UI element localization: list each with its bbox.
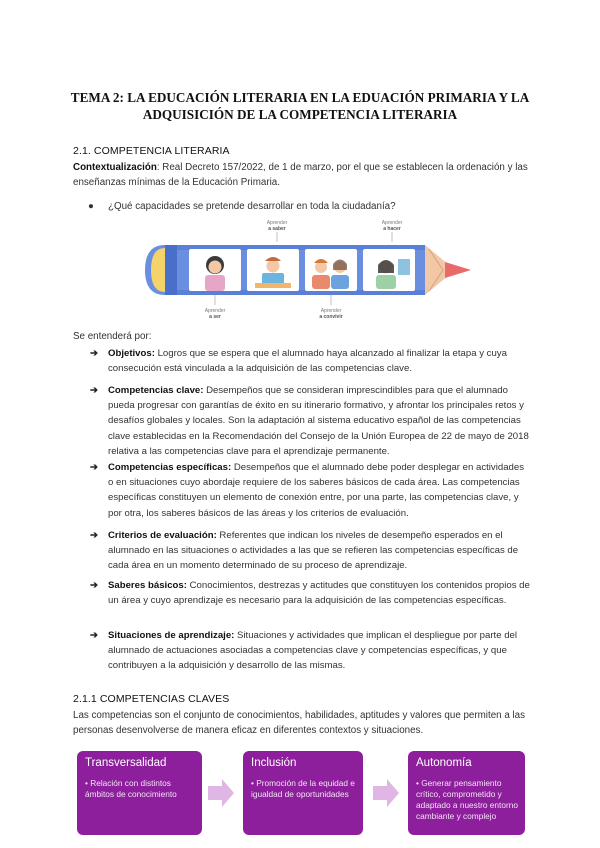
box-title: Autonomía <box>416 757 472 769</box>
box-transversalidad <box>77 751 202 835</box>
label-aprender-a-convivir: Aprender a convivir <box>319 308 343 320</box>
arrow-right-icon: ➔ <box>90 630 99 641</box>
panel-hacer <box>247 249 299 291</box>
arrow-right-icon: ➔ <box>90 462 99 473</box>
pencil-competences-figure <box>143 215 479 325</box>
definition-item <box>90 346 530 376</box>
box-item: • Promoción de la equidad e igualdad de oportunidades <box>251 778 355 799</box>
arrow-right-icon: ➔ <box>90 530 99 541</box>
definition-term: Saberes básicos: <box>108 580 187 591</box>
competencias-paragraph: Las competencias son el conjunto de conocimientos, habilidades, aptitudes y valores que permiten a las personas desenvolverse de manera eficaz en diferentes contextos y situaciones. <box>73 710 526 736</box>
section-heading-competencias-claves: 2.1.1 COMPETENCIAS CLAVES <box>73 693 230 705</box>
document-title: TEMA 2: LA EDUCACIÓN LITERARIA EN LA EDUACIÓN PRIMARIA Y LA ADQUISICIÓN DE LA COMPETENCIA LITERARIA <box>70 90 530 122</box>
definition-text: Situaciones y actividades que implican el despliegue por parte del alumnado de actuaciones asociadas a competencias clave y competencias específicas, y que contribuyen a la adquisición y desarrollo de las mismas. <box>108 630 518 672</box>
definition-item <box>90 528 530 574</box>
definition-term: Objetivos: <box>108 348 155 359</box>
chevron-right-icon <box>208 779 234 807</box>
definition-term: Competencias clave: <box>108 385 204 396</box>
section-heading-competencia-literaria: 2.1. COMPETENCIA LITERARIA <box>73 145 230 157</box>
context-label: Contextualización <box>73 162 157 173</box>
definition-text: Referentes que indican los niveles de desempeño esperados en el alumnado en las situaciones o actividades a las que se refieren las competencias específicas de cada área en un momento determinado de su proceso de aprendizaje. <box>108 530 519 572</box>
panel-convivir <box>305 249 357 291</box>
label-aprender-a-saber: Aprender a saber <box>266 220 288 232</box>
label-aprender-a-hacer: Aprender a hacer <box>381 220 403 232</box>
box-inclusion <box>243 751 363 835</box>
arrow-right-icon: ➔ <box>90 385 99 396</box>
definition-term: Criterios de evaluación: <box>108 530 217 541</box>
definition-item <box>90 578 530 608</box>
label-aprender-a-ser: Aprender a ser <box>204 308 226 320</box>
bullet-question <box>88 201 396 212</box>
arrow-right-icon: ➔ <box>90 580 99 591</box>
bullet-dot-icon: ● <box>88 201 94 212</box>
pencil-lead <box>445 262 471 278</box>
definition-item <box>90 383 530 459</box>
context-text: : Real Decreto 157/2022, de 1 de marzo, por el que se establecen la ordenación y las enseñanzas mínimas de la Educación Primaria. <box>73 162 528 188</box>
definition-text: Logros que se espera que el alumnado haya alcanzado al finalizar la etapa y cuya consecución está vinculada a la adquisición de las competencias clave. <box>108 348 507 375</box>
panel-saber <box>189 249 241 291</box>
definition-item <box>90 460 530 521</box>
definition-text: Desempeños que el alumnado debe poder desplegar en actividades o en situaciones cuyo abordaje requiere de los saberes básicos de cada área. Las competencias específicas constituyen un elemento de conexión entre, por una parte, las competencias clave, y por otra, los saberes básicos de las áreas y los criterios de evaluación. <box>108 462 524 519</box>
box-title: Transversalidad <box>85 757 167 769</box>
definitions-intro: Se entenderá por: <box>73 331 152 342</box>
definition-term: Competencias específicas: <box>108 462 232 473</box>
box-autonomia <box>408 751 525 835</box>
arrow-right-icon: ➔ <box>90 348 99 359</box>
bullet-question-text: ¿Qué capacidades se pretende desarrollar en toda la ciudadanía? <box>108 201 396 212</box>
panel-ser <box>363 249 415 291</box>
box-item: • Relación con distintos ámbitos de conocimiento <box>85 778 177 799</box>
chevron-right-icon <box>373 779 399 807</box>
definition-text: Desempeños que se consideran imprescindibles para que el alumnado pueda progresar con garantías de éxito en su itinerario formativo, y afrontar los principales retos y desafíos globales y locales. Son la adaptación al sistema educativo español de las competencias clave establecidas en la Recomendación del Consejo de la Unión Europea de 22 de mayo de 2018 relativa a las competencias clave para el aprendizaje permanente. <box>108 385 529 457</box>
definition-term: Situaciones de aprendizaje: <box>108 630 235 641</box>
context-paragraph <box>73 160 533 190</box>
definition-text: Conocimientos, destrezas y actitudes que constituyen los contenidos propios de un área y cuyo aprendizaje es necesario para la adquisición de las competencias específicas. <box>108 580 530 607</box>
definition-item <box>90 628 530 674</box>
box-title: Inclusión <box>251 757 297 769</box>
box-item: • Generar pensamiento crítico, comprometido y adaptado a nuestro entorno cambiante y complejo <box>416 778 518 821</box>
